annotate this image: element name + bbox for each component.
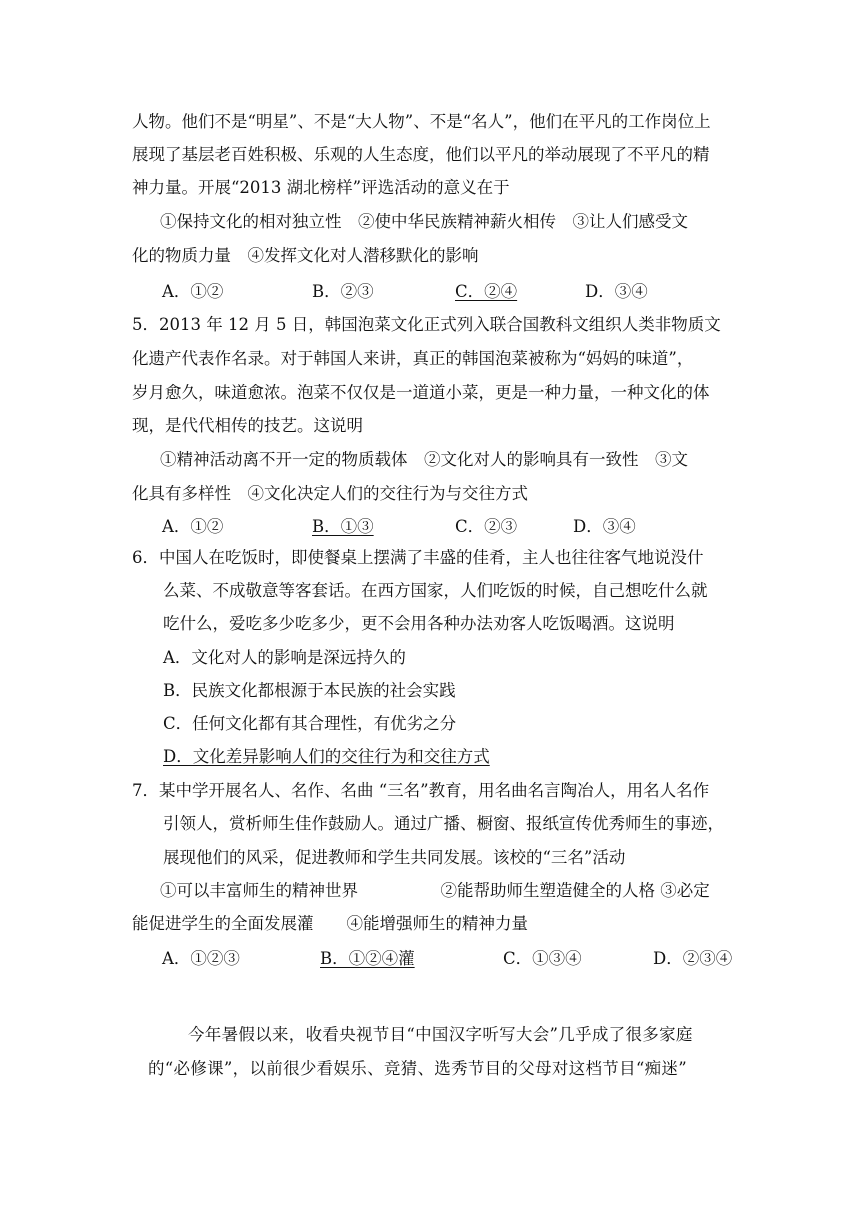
q7-stem-line-1: 7．某中学开展名人、名作、名曲 “三名”教育，用名曲名言陶冶人，用名人名作 (132, 781, 710, 800)
q7-option-b-answer: B．①②④灌 (320, 949, 415, 968)
q5-option-b-answer: B．①③ (312, 517, 374, 536)
q5-stem-line-4: 现，是代代相传的技艺。这说明 (132, 416, 363, 435)
q6-option-a: A．文化对人的影响是深远持久的 (163, 648, 406, 667)
q5-stem-line-3: 岁月愈久，味道愈浓。泡菜不仅仅是一道道小菜，更是一种力量，一种文化的体 (132, 383, 710, 402)
q7-option-a: A．①②③ (162, 949, 240, 968)
q7-option-d: D．②③④ (653, 949, 733, 968)
q7-stem-line-2: 引领人，赏析师生佳作鼓励人。通过广播、橱窗、报纸宣传优秀师生的事迹， (163, 814, 724, 833)
q4-statements-line-1: ①保持文化的相对独立性 ②使中华民族精神薪火相传 ③让人们感受文 (160, 212, 688, 231)
q5-statements-line-2: 化具有多样性 ④文化决定人们的交往行为与交往方式 (132, 484, 528, 503)
q4-option-d: D．③④ (585, 282, 648, 301)
q5-option-c: C．②③ (455, 517, 518, 536)
q7-stem-line-3: 展现他们的风采，促进教师和学生共同发展。该校的“三名”活动 (163, 848, 626, 867)
q5-option-d: D．③④ (573, 517, 636, 536)
q4-option-a: A．①② (162, 282, 224, 301)
q6-stem-line-2: 么菜、不成敬意等客套话。在西方国家，人们吃饭的时候，自己想吃什么就 (163, 581, 708, 600)
q6-option-d-answer: D．文化差异影响人们的交往行为和交往方式 (163, 747, 490, 766)
q5-statements-line-1: ①精神活动离不开一定的物质载体 ②文化对人的影响具有一致性 ③文 (160, 450, 688, 469)
q4-stem-line-3: 神力量。开展“2013 湖北榜样”评选活动的意义在于 (132, 178, 510, 197)
q6-stem-line-1: 6．中国人在吃饭时，即使餐桌上摆满了丰盛的佳肴，主人也往往客气地说没什 (132, 548, 704, 567)
passage-line-2: 的“必修课”，以前很少看娱乐、竞猜、选秀节目的父母对这档节目“痴迷” (148, 1059, 687, 1078)
q6-option-c: C．任何文化都有其合理性，有优劣之分 (163, 714, 457, 733)
q7-statements-line-1: ①可以丰富师生的精神世界 ②能帮助师生塑造健全的人格 ③必定 (160, 881, 710, 900)
q4-statements-line-2: 化的物质力量 ④发挥文化对人潜移默化的影响 (132, 246, 479, 265)
q6-stem-line-3: 吃什么，爱吃多少吃多少，更不会用各种办法劝客人吃饭喝酒。这说明 (163, 614, 675, 633)
q4-stem-line-1: 人物。他们不是“明星”、不是“大人物”、不是“名人”，他们在平凡的工作岗位上 (132, 112, 711, 131)
q7-statements-line-2: 能促进学生的全面发展灌 ④能增强师生的精神力量 (132, 914, 528, 933)
passage-line-1: 今年暑假以来，收看央视节目“中国汉字听写大会”几乎成了很多家庭 (188, 1025, 693, 1044)
q5-stem-line-1: 5．2013 年 12 月 5 日，韩国泡菜文化正式列入联合国教科文组织人类非物质文 (132, 315, 721, 334)
q6-option-b: B．民族文化都根源于本民族的社会实践 (163, 681, 456, 700)
q7-option-c: C．①③④ (503, 949, 582, 968)
q4-option-c-answer: C．②④ (455, 282, 518, 301)
q5-stem-line-2: 化遗产代表作名录。对于韩国人来讲，真正的韩国泡菜被称为“妈妈的味道”， (132, 349, 694, 368)
q4-stem-line-2: 展现了基层老百姓积极、乐观的人生态度，他们以平凡的举动展现了不平凡的精 (132, 145, 710, 164)
q4-option-b: B．②③ (312, 282, 374, 301)
q5-option-a: A．①② (162, 517, 224, 536)
